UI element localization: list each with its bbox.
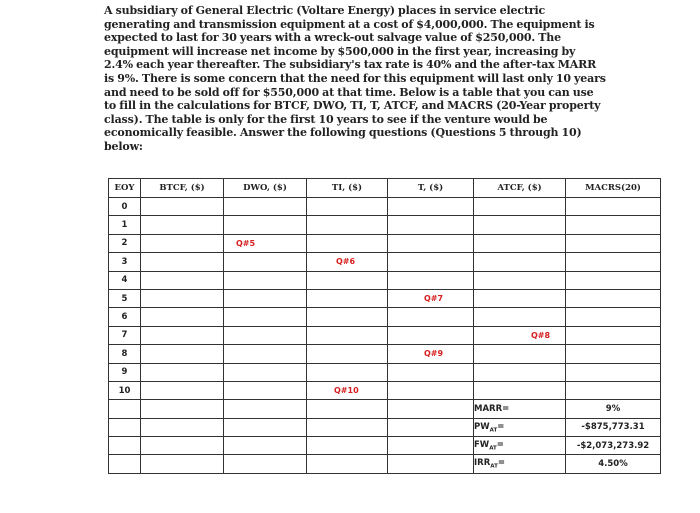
question-10-marker: Q#10 [334, 386, 359, 396]
btcf-cell[interactable] [141, 216, 224, 234]
atcf-cell[interactable] [474, 289, 566, 307]
problem-statement: A subsidiary of General Electric (Voltare Energy) places in service electric generating and transmission equipment at a cost of $4,000,000. The equipment is expected to last for 30 years with a wreck-out salvage value of $250,000. The equipment will increase net income by $500,000 in the first year, increasing by 2.4% each year thereafter. The subsidiary's tax rate is 40% and the after-tax MARR is 9%. There is some concern that the need for this equipment will last only 10 years and need to be sold off for $550,000 at that time. Below is a table that you can use to fill in the calculations for BTCF, DWO, TI, T, ATCF, and MACRS (20-Year property class). The table is only for the first 10 years to see if the venture would be economically feasible. Answer the following questions (Questions 5 through 10) below: [104, 4, 606, 153]
ti-cell[interactable] [307, 363, 388, 381]
irr-label-sub: AT [490, 464, 498, 470]
atcf-cell[interactable] [474, 363, 566, 381]
macrs-cell[interactable] [566, 363, 661, 381]
table-row [109, 308, 661, 326]
t-cell[interactable] [388, 363, 474, 381]
dwo-cell[interactable] [224, 216, 307, 234]
eoy-cell: 7 [109, 326, 141, 344]
header-t: T, ($) [388, 179, 474, 198]
dwo-cell[interactable] [224, 253, 307, 271]
ti-cell[interactable] [307, 253, 388, 271]
question-8-marker: Q#8 [531, 330, 551, 340]
eoy-cell: 8 [109, 345, 141, 363]
ti-cell[interactable] [307, 326, 388, 344]
table-row [109, 289, 661, 307]
pw-label-sub: AT [489, 427, 498, 434]
blank-cell [224, 455, 307, 473]
t-cell[interactable] [388, 326, 474, 344]
blank-cell [388, 400, 474, 418]
dwo-cell[interactable] [224, 308, 307, 326]
header-atcf: ATCF, ($) [474, 179, 566, 198]
eoy-cell: 6 [109, 308, 141, 326]
dwo-cell[interactable] [224, 363, 307, 381]
pw-label-text: PW [474, 421, 490, 432]
irr-label-text: IRR [474, 458, 491, 469]
ti-cell[interactable] [307, 345, 388, 363]
t-cell[interactable] [388, 345, 474, 363]
irr-value: 4.50% [566, 455, 661, 473]
eoy-cell: 3 [109, 253, 141, 271]
header-btcf: BTCF, ($) [141, 179, 224, 198]
blank-cell [307, 400, 388, 418]
eoy-cell: 0 [109, 198, 141, 216]
macrs-cell[interactable] [566, 253, 661, 271]
table-row [109, 216, 661, 234]
atcf-cell[interactable] [474, 326, 566, 344]
macrs-cell[interactable] [566, 198, 661, 216]
eoy-cell: 2 [109, 234, 141, 252]
ti-cell[interactable] [307, 381, 388, 399]
pw-label-eq: = [497, 421, 505, 432]
fw-label-sub: AT [489, 445, 497, 452]
table-header-row [109, 179, 661, 198]
eoy-cell: 5 [109, 289, 141, 307]
ti-cell[interactable] [307, 289, 388, 307]
btcf-cell[interactable] [141, 289, 224, 307]
table-row [109, 345, 661, 363]
fw-label [474, 437, 566, 455]
btcf-cell[interactable] [141, 271, 224, 289]
macrs-cell[interactable] [566, 345, 661, 363]
blank-cell [307, 418, 388, 436]
blank-cell [109, 400, 141, 418]
btcf-cell[interactable] [141, 253, 224, 271]
table-row [109, 234, 661, 252]
table-row [109, 400, 661, 418]
t-cell[interactable] [388, 381, 474, 399]
atcf-cell[interactable] [474, 253, 566, 271]
dwo-cell[interactable] [224, 326, 307, 344]
header-dwo: DWO, ($) [224, 179, 307, 198]
dwo-cell[interactable] [224, 345, 307, 363]
question-6-marker: Q#6 [336, 257, 356, 267]
macrs-cell[interactable] [566, 289, 661, 307]
header-eoy: EOY [109, 179, 141, 198]
btcf-cell[interactable] [141, 234, 224, 252]
table-row [109, 363, 661, 381]
btcf-cell[interactable] [141, 198, 224, 216]
blank-cell [388, 437, 474, 455]
macrs-cell[interactable] [566, 308, 661, 326]
pw-label [474, 418, 566, 436]
eoy-cell: 10 [109, 381, 141, 399]
marr-value: 9% [566, 400, 661, 418]
blank-cell [109, 418, 141, 436]
eoy-cell: 4 [109, 271, 141, 289]
blank-cell [141, 400, 224, 418]
ti-cell[interactable] [307, 198, 388, 216]
ti-cell[interactable] [307, 308, 388, 326]
ti-cell[interactable] [307, 271, 388, 289]
header-ti: TI, ($) [307, 179, 388, 198]
question-7-marker: Q#7 [424, 294, 444, 304]
t-cell[interactable] [388, 289, 474, 307]
t-cell[interactable] [388, 198, 474, 216]
ti-cell[interactable] [307, 234, 388, 252]
blank-cell [224, 437, 307, 455]
dwo-cell[interactable] [224, 198, 307, 216]
dwo-cell[interactable] [224, 234, 307, 252]
macrs-cell[interactable] [566, 326, 661, 344]
blank-cell [388, 455, 474, 473]
ti-cell[interactable] [307, 216, 388, 234]
dwo-cell[interactable] [224, 289, 307, 307]
table-row [109, 437, 661, 455]
atcf-cell[interactable] [474, 308, 566, 326]
eoy-cell: 9 [109, 363, 141, 381]
t-cell[interactable] [388, 253, 474, 271]
fw-label-eq: = [496, 439, 504, 450]
dwo-cell[interactable] [224, 271, 307, 289]
blank-cell [307, 455, 388, 473]
atcf-cell[interactable] [474, 271, 566, 289]
blank-cell [141, 418, 224, 436]
blank-cell [141, 437, 224, 455]
marr-label: MARR= [474, 400, 566, 418]
cash-flow-table [108, 178, 661, 474]
blank-cell [388, 418, 474, 436]
question-5-marker: Q#5 [236, 238, 256, 248]
blank-cell [224, 400, 307, 418]
btcf-cell[interactable] [141, 345, 224, 363]
pw-value: -$875,773.31 [566, 418, 661, 436]
t-cell[interactable] [388, 216, 474, 234]
blank-cell [224, 418, 307, 436]
btcf-cell[interactable] [141, 363, 224, 381]
fw-label-text: FW [474, 439, 490, 450]
atcf-cell[interactable] [474, 216, 566, 234]
irr-label [474, 455, 566, 473]
table-row [109, 198, 661, 216]
eoy-cell: 1 [109, 216, 141, 234]
table-row [109, 326, 661, 344]
blank-cell [109, 437, 141, 455]
fw-value: -$2,073,273.92 [566, 437, 661, 455]
table-row [109, 455, 661, 473]
blank-cell [109, 455, 141, 473]
t-cell[interactable] [388, 271, 474, 289]
dwo-cell[interactable] [224, 381, 307, 399]
atcf-cell[interactable] [474, 345, 566, 363]
btcf-cell[interactable] [141, 381, 224, 399]
atcf-cell[interactable] [474, 234, 566, 252]
btcf-cell[interactable] [141, 308, 224, 326]
macrs-cell[interactable] [566, 234, 661, 252]
atcf-cell[interactable] [474, 381, 566, 399]
irr-label-eq: = [497, 458, 505, 469]
header-macrs: MACRS(20) [566, 179, 661, 198]
macrs-cell[interactable] [566, 381, 661, 399]
table-row [109, 271, 661, 289]
question-9-marker: Q#9 [424, 349, 444, 359]
table-row [109, 381, 661, 399]
macrs-cell[interactable] [566, 216, 661, 234]
blank-cell [141, 455, 224, 473]
t-cell[interactable] [388, 308, 474, 326]
table-row [109, 418, 661, 436]
blank-cell [307, 437, 388, 455]
table-row [109, 253, 661, 271]
macrs-cell[interactable] [566, 271, 661, 289]
atcf-cell[interactable] [474, 198, 566, 216]
t-cell[interactable] [388, 234, 474, 252]
btcf-cell[interactable] [141, 326, 224, 344]
